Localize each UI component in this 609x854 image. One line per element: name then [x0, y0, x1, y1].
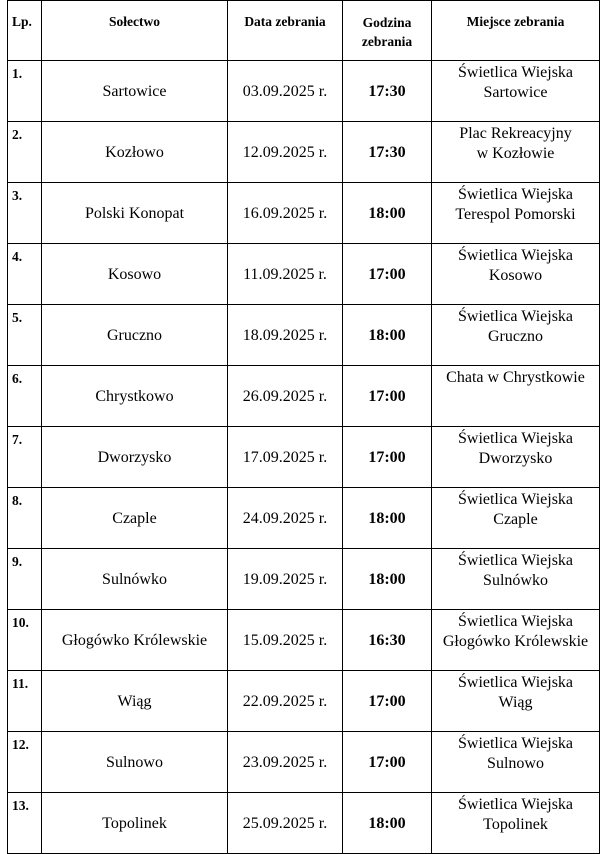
cell-data: 26.09.2025 r. [228, 366, 343, 427]
cell-godzina: 18:00 [343, 183, 432, 244]
cell-lp: 10. [8, 610, 42, 671]
miejsce-line: Czaple [493, 511, 538, 528]
cell-data: 11.09.2025 r. [228, 244, 343, 305]
cell-godzina: 18:00 [343, 488, 432, 549]
cell-solectwo: Kosowo [42, 244, 228, 305]
cell-miejsce [432, 244, 600, 305]
cell-godzina: 17:00 [343, 732, 432, 793]
miejsce-line: Świetlica Wiejska [457, 674, 574, 691]
cell-solectwo: Sulnówko [42, 549, 228, 610]
table-row [8, 366, 600, 427]
table-row [8, 122, 600, 183]
cell-data: 25.09.2025 r. [228, 793, 343, 854]
cell-lp: 1. [8, 61, 42, 122]
table-row [8, 488, 600, 549]
cell-data: 23.09.2025 r. [228, 732, 343, 793]
cell-lp: 12. [8, 732, 42, 793]
cell-miejsce [432, 610, 600, 671]
cell-godzina: 18:00 [343, 549, 432, 610]
miejsce-line: Głogówko Królewskie [442, 633, 589, 650]
meeting-schedule-table [7, 0, 600, 854]
miejsce-line: Terespol Pomorski [455, 206, 576, 223]
cell-miejsce [432, 183, 600, 244]
table-row [8, 61, 600, 122]
miejsce-line: Świetlica Wiejska [457, 64, 574, 81]
header-godzina-line1: Godzina [362, 15, 412, 30]
cell-godzina: 16:30 [343, 610, 432, 671]
table-row [8, 610, 600, 671]
miejsce-line: Świetlica Wiejska [457, 735, 574, 752]
cell-miejsce [432, 671, 600, 732]
table-row [8, 732, 600, 793]
cell-miejsce [432, 122, 600, 183]
cell-solectwo: Topolinek [42, 793, 228, 854]
cell-godzina: 18:00 [343, 793, 432, 854]
cell-godzina: 17:00 [343, 427, 432, 488]
header-godzina [343, 1, 432, 61]
cell-solectwo: Wiąg [42, 671, 228, 732]
cell-data: 24.09.2025 r. [228, 488, 343, 549]
table-row [8, 793, 600, 854]
cell-lp: 7. [8, 427, 42, 488]
cell-godzina: 17:00 [343, 244, 432, 305]
miejsce-line: Plac Rekreacyjny [459, 125, 572, 142]
miejsce-line: Wiąg [498, 694, 533, 711]
miejsce-line: Świetlica Wiejska [457, 308, 574, 325]
miejsce-line: Świetlica Wiejska [457, 430, 574, 447]
cell-data: 17.09.2025 r. [228, 427, 343, 488]
cell-lp: 9. [8, 549, 42, 610]
cell-lp: 3. [8, 183, 42, 244]
table-row [8, 549, 600, 610]
miejsce-line: Świetlica Wiejska [457, 491, 574, 508]
header-row [8, 1, 600, 61]
header-solectwo: Sołectwo [42, 1, 228, 61]
cell-miejsce [432, 305, 600, 366]
cell-data: 03.09.2025 r. [228, 61, 343, 122]
cell-solectwo: Polski Konopat [42, 183, 228, 244]
table-body [8, 61, 600, 854]
miejsce-line: Sulnowo [487, 755, 544, 772]
cell-lp: 5. [8, 305, 42, 366]
table-row [8, 671, 600, 732]
cell-solectwo: Sartowice [42, 61, 228, 122]
miejsce-line: w Kozłowie [476, 145, 555, 162]
miejsce-line: Topolinek [483, 816, 548, 833]
table-row [8, 427, 600, 488]
miejsce-line: Świetlica Wiejska [457, 613, 574, 630]
miejsce-line: Świetlica Wiejska [457, 247, 574, 264]
cell-godzina: 18:00 [343, 305, 432, 366]
miejsce-line: Sartowice [483, 84, 548, 101]
miejsce-line: Gruczno [487, 328, 544, 345]
cell-solectwo: Chrystkowo [42, 366, 228, 427]
miejsce-line: Świetlica Wiejska [457, 186, 574, 203]
cell-lp: 4. [8, 244, 42, 305]
cell-data: 18.09.2025 r. [228, 305, 343, 366]
miejsce-line: Świetlica Wiejska [457, 552, 574, 569]
miejsce-line: Sulnówko [483, 572, 548, 589]
cell-miejsce [432, 732, 600, 793]
cell-miejsce [432, 793, 600, 854]
miejsce-line: Świetlica Wiejska [457, 796, 574, 813]
cell-godzina: 17:00 [343, 671, 432, 732]
cell-lp: 2. [8, 122, 42, 183]
cell-data: 19.09.2025 r. [228, 549, 343, 610]
cell-data: 12.09.2025 r. [228, 122, 343, 183]
cell-lp: 11. [8, 671, 42, 732]
cell-miejsce [432, 427, 600, 488]
header-data: Data zebrania [228, 1, 343, 61]
header-godzina-line2: zebrania [361, 34, 413, 49]
table-row [8, 305, 600, 366]
cell-miejsce [432, 61, 600, 122]
header-miejsce: Miejsce zebrania [432, 1, 600, 61]
table-row [8, 183, 600, 244]
cell-solectwo: Dworzysko [42, 427, 228, 488]
cell-solectwo: Głogówko Królewskie [42, 610, 228, 671]
cell-data: 15.09.2025 r. [228, 610, 343, 671]
header-lp: Lp. [8, 1, 42, 61]
cell-godzina: 17:00 [343, 366, 432, 427]
table-row [8, 244, 600, 305]
cell-solectwo: Gruczno [42, 305, 228, 366]
miejsce-line: Kosowo [488, 267, 543, 284]
cell-lp: 6. [8, 366, 42, 427]
cell-miejsce [432, 549, 600, 610]
miejsce-line: Dworzysko [478, 450, 553, 467]
cell-lp: 8. [8, 488, 42, 549]
cell-godzina: 17:30 [343, 61, 432, 122]
cell-data: 22.09.2025 r. [228, 671, 343, 732]
cell-solectwo: Czaple [42, 488, 228, 549]
cell-solectwo: Kozłowo [42, 122, 228, 183]
cell-lp: 13. [8, 793, 42, 854]
cell-data: 16.09.2025 r. [228, 183, 343, 244]
miejsce-line: Chata w Chrystkowie [446, 369, 585, 386]
cell-miejsce [432, 366, 600, 427]
cell-solectwo: Sulnowo [42, 732, 228, 793]
cell-godzina: 17:30 [343, 122, 432, 183]
cell-miejsce [432, 488, 600, 549]
